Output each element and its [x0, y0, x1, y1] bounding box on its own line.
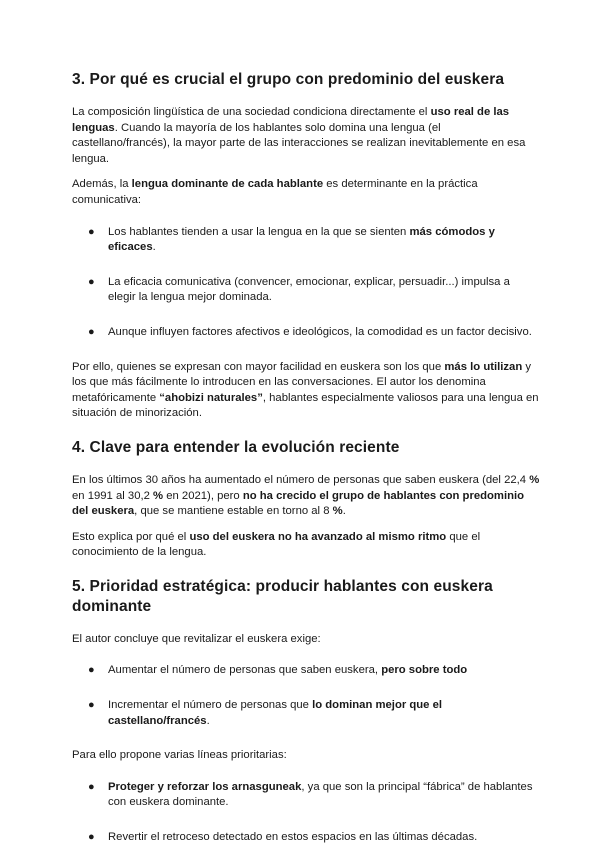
list-item: [72, 663, 540, 679]
text: Los hablantes tienden a usar la lengua en la que se sienten: [108, 225, 410, 238]
text: en 2021), pero: [163, 489, 243, 502]
bold-text: uso real de las lenguas: [72, 106, 510, 134]
list-item: [72, 275, 540, 306]
section-3-paragraph-2: [72, 177, 540, 208]
text: , que se mantiene estable en torno al 8: [134, 505, 333, 518]
section-5-title: 5. Prioridad estratégica: producir hablantes con euskera dominante: [72, 577, 493, 615]
bold-text: %: [332, 505, 343, 518]
list-item: [72, 698, 540, 729]
bullet-icon: ●: [88, 831, 95, 844]
list-item: [72, 780, 540, 811]
text: .: [206, 714, 210, 727]
text: que el conocimiento de la lengua.: [72, 530, 481, 559]
text: es determinante en la práctica comunicativa:: [72, 178, 478, 206]
text: .: [342, 505, 346, 518]
bold-text: uso del euskera no ha avanzado al mismo ritmo: [189, 530, 447, 543]
text: Aunque influyen factores afectivos e ideológicos, la comodidad es un factor decisivo.: [108, 325, 532, 338]
section-3-title: 3. Por qué es crucial el grupo con predominio del euskera: [72, 71, 505, 88]
text: . Cuando la mayoría de los hablantes solo domina una lengua (el castellano/francés), la mayor parte de las interacciones se realizan inevitablemente en esa lengua.: [72, 121, 526, 165]
section-5-paragraph-2: [72, 748, 540, 764]
bullet-icon: ●: [88, 275, 95, 288]
text: Por ello, quienes se expresan con mayor facilidad en euskera son los que: [72, 360, 445, 373]
bold-text: más lo utilizan: [444, 360, 523, 373]
text: La composición lingüística de una sociedad condiciona directamente el: [72, 106, 431, 118]
bullet-icon: ●: [88, 699, 95, 712]
text: , ya que son la principal “fábrica” de hablantes con euskera dominante.: [108, 780, 533, 809]
list-item: [72, 325, 540, 341]
bold-text: lo dominan mejor que el castellano/francés: [108, 699, 443, 727]
bullet-icon: ●: [88, 225, 95, 238]
bold-text: más cómodos y eficaces: [108, 225, 495, 254]
section-3-bullet-list: [72, 225, 540, 341]
text: Incrementar el número de personas que: [108, 699, 313, 712]
section-5-bullet-list-2: [72, 780, 540, 846]
section-5-bullet-list-1: [72, 663, 540, 729]
bold-text: no ha crecido el grupo de hablantes con predominio del euskera: [72, 489, 525, 518]
text: .: [152, 241, 156, 254]
text: Aumentar el número de personas que saben euskera,: [108, 664, 382, 677]
text: Para ello propone varias líneas prioritarias:: [72, 749, 287, 762]
section-3-paragraph-3: [72, 360, 540, 422]
bold-text: Proteger y reforzar los arnasguneak: [108, 780, 302, 793]
text: El autor concluye que revitalizar el euskera exige:: [72, 632, 321, 645]
section-4-title: 4. Clave para entender la evolución reciente: [72, 438, 400, 456]
list-item: [72, 830, 540, 846]
bold-text: “ahobizi naturales”: [159, 391, 263, 404]
bullet-icon: ●: [88, 664, 95, 677]
text: , hablantes especialmente valiosos para una lengua en situación de minorización.: [72, 391, 539, 420]
list-item: [72, 225, 540, 256]
section-4-paragraph-1: [72, 473, 540, 520]
text: Además, la: [72, 178, 132, 191]
bold-text: %: [153, 489, 164, 502]
section-5-paragraph-1: [72, 632, 540, 648]
bold-text: pero sobre todo: [381, 664, 468, 677]
bold-text: lengua dominante de cada hablante: [131, 178, 324, 191]
bullet-icon: ●: [88, 325, 95, 338]
section-3-paragraph-1: [72, 105, 540, 167]
text: La eficacia comunicativa (convencer, emocionar, explicar, persuadir...) impulsa a elegir la lengua mejor dominada.: [108, 275, 510, 304]
bold-text: %: [529, 473, 540, 486]
text: Revertir el retroceso detectado en estos espacios en las últimas décadas.: [108, 831, 478, 844]
text: en 1991 al 30,2: [72, 489, 154, 502]
text: En los últimos 30 años ha aumentado el número de personas que saben euskera (del 22,4: [72, 473, 530, 486]
section-4-paragraph-2: [72, 530, 540, 561]
bullet-icon: ●: [88, 780, 95, 793]
text: Esto explica por qué el: [72, 530, 190, 543]
text: y los que más fácilmente lo introducen en las conversaciones. El autor los denomina metafóricamente: [72, 360, 532, 404]
